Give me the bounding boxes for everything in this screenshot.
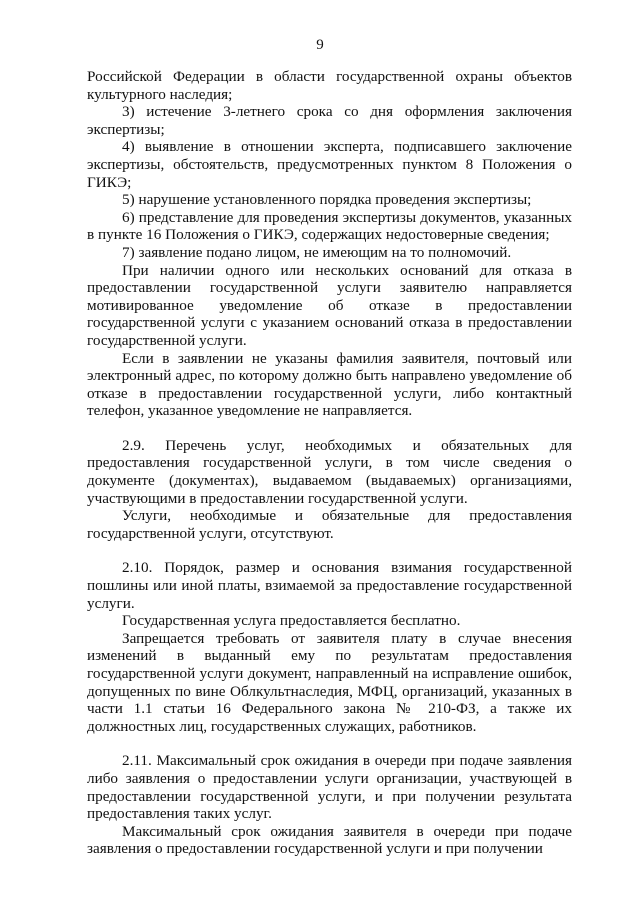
paragraph-free-service: Государственная услуга предоставляется бесплатно. (122, 612, 461, 630)
page-number: 9 (316, 37, 324, 53)
list-item-5: 5) нарушение установленного порядка проведения экспертизы; (122, 191, 532, 209)
paragraph-fee-prohibition: Запрещается требовать от заявителя плату в случае внесения изменений в выданный ему по результатам предоставления государственной услуги документ, направленный на исправление ошибок, допущенных по вине Облкультнаследия, МФЦ, организаций, указанных в части 1.1 статьи 16 Федерального закона № 210-ФЗ, а также их должностных лиц, государственных служащих, работников. (87, 629, 572, 735)
paragraph-refusal-notice: При наличии одного или нескольких оснований для отказа в предоставлении государственной услуги заявителю направляется мотивированное уведомление об отказе в предоставлении государственной услуги с указанием оснований отказа в предоставлении государственной услуги. (87, 261, 572, 349)
list-item-6: 6) представление для проведения экспертизы документов, указанных в пункте 16 Положения о ГИКЭ, содержащих недостоверные сведения; (87, 208, 572, 244)
paragraph-services-absent: Услуги, необходимые и обязательные для предоставления государственной услуги, отсутствуют. (87, 507, 572, 542)
section-heading-2-10: 2.10. Порядок, размер и основания взимания государственной пошлины или иной платы, взимаемой за предоставление государственной услуги. (87, 559, 572, 612)
paragraph-missing-contact: Если в заявлении не указаны фамилия заявителя, почтовый или электронный адрес, по которому должно быть направлено уведомление об отказе в предоставлении государственной услуги, либо контактный телефон, указанное уведомление не направляется. (87, 349, 572, 420)
section-heading-2-11: 2.11. Максимальный срок ожидания в очереди при подаче заявления либо заявления о предоставлении услуги организации, участвующей в предоставлении государственной услуги, и при получении результата предоставления таких услуг. (87, 752, 572, 823)
list-item-7: 7) заявление подано лицом, не имеющим на то полномочий. (122, 243, 512, 261)
section-heading-2-9: 2.9. Перечень услуг, необходимых и обязательных для предоставления государственной услуги, в том числе сведения о документе (документах), выдаваемом (выдаваемых) организациями, участвующими в предоставлении государственной услуги. (87, 436, 572, 507)
paragraph-continuation: Российской Федерации в области государственной охраны объектов культурного наследия; (87, 68, 572, 103)
list-item-4: 4) выявление в отношении эксперта, подписавшего заключение экспертизы, обстоятельств, предусмотренных пунктом 8 Положения о ГИКЭ; (87, 138, 572, 191)
document-body (87, 68, 572, 858)
list-item-3: 3) истечение 3-летнего срока со дня оформления заключения экспертизы; (87, 103, 572, 138)
paragraph-waiting-time: Максимальный срок ожидания заявителя в очереди при подаче заявления о предоставлении государственной услуги и при получении (87, 822, 572, 858)
